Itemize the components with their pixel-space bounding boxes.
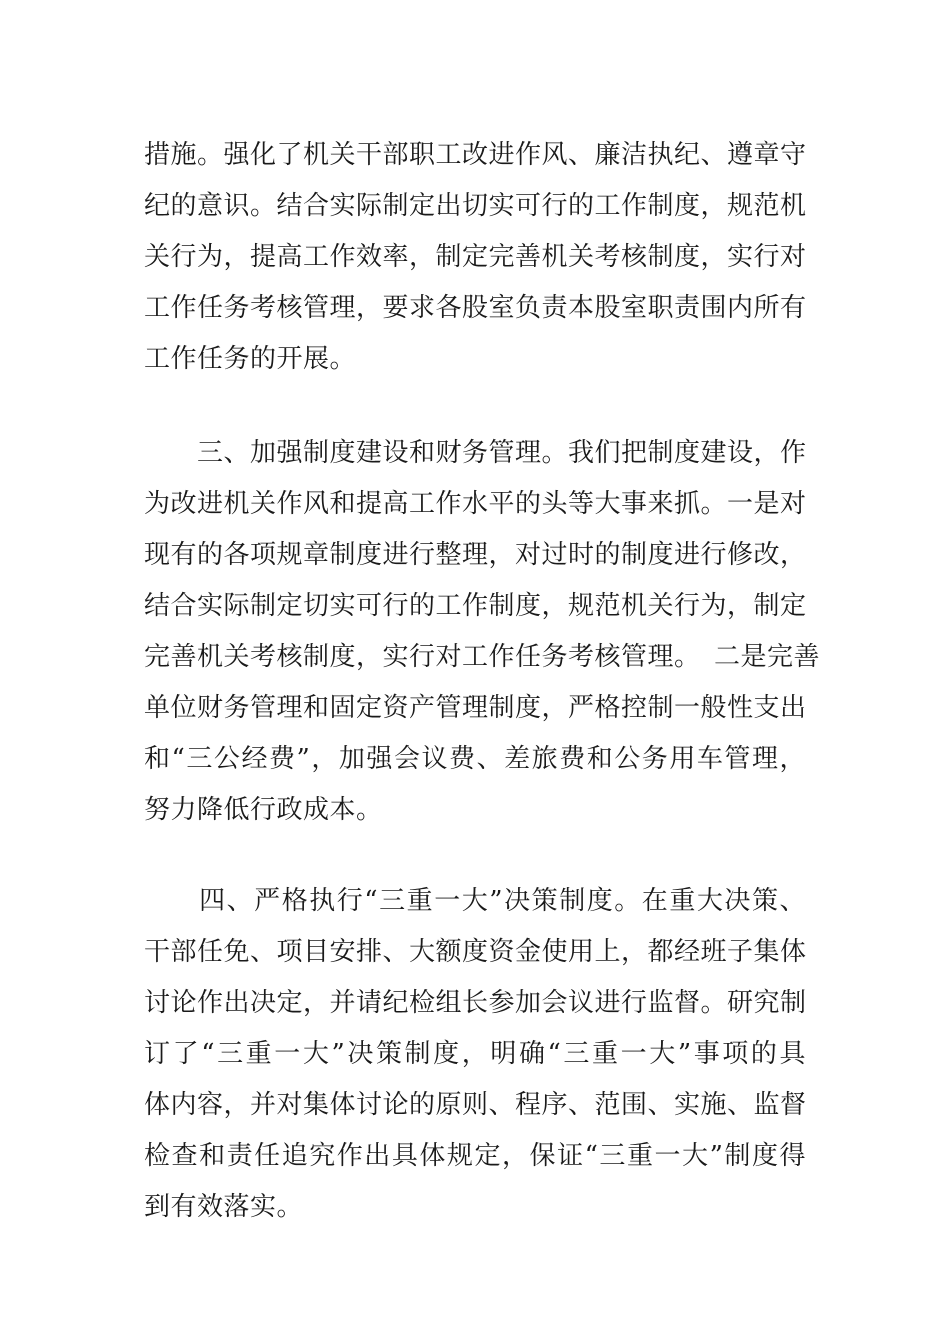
text-line: 为改进机关作风和提高工作水平的头等大事来抓。一是对 [144,489,807,519]
text-line: 讨论作出决定，并请纪检组长参加会议进行监督。研究制 [144,988,807,1018]
text-line: 和“三公经费”，加强会议费、差旅费和公务用车管理， [144,744,806,774]
text-line: 结合实际制定切实可行的工作制度，规范机关行为，制定 [144,591,807,621]
paragraph-section-three [144,428,821,836]
text-line: 措施。强化了机关干部职工改进作风、廉洁执纪、遵章守 [144,140,807,170]
text-line: 体内容，并对集体讨论的原则、程序、范围、实施、监督 [144,1090,807,1120]
text-line: 完善机关考核制度，实行对工作任务考核管理。 二是完善 [144,642,821,672]
text-line: 努力降低行政成本。 [144,795,383,825]
text-line: 工作任务考核管理，要求各股室负责本股室职责围内所有 [144,293,807,323]
paragraph-section-four [144,876,806,1233]
paragraph-continuation [144,130,806,385]
text-line: 到有效落实。 [144,1192,304,1222]
text-line: 检查和责任追究作出具体规定，保证“三重一大”制度得 [144,1141,806,1171]
text-line: 纪的意识。结合实际制定出切实可行的工作制度，规范机 [144,191,807,221]
text-line: 单位财务管理和固定资产管理制度，严格控制一般性支出 [144,693,807,723]
text-line: 干部任免、项目安排、大额度资金使用上，都经班子集体 [144,937,807,967]
text-line: 关行为，提高工作效率，制定完善机关考核制度，实行对 [144,242,807,272]
text-line: 四、严格执行“三重一大”决策制度。在重大决策、 [144,886,806,916]
text-line: 现有的各项规章制度进行整理，对过时的制度进行修改， [144,540,807,570]
text-line: 订了“三重一大”决策制度，明确“三重一大”事项的具 [144,1039,806,1069]
text-line: 三、加强制度建设和财务管理。我们把制度建设，作 [144,438,807,468]
text-line: 工作任务的开展。 [144,344,357,374]
